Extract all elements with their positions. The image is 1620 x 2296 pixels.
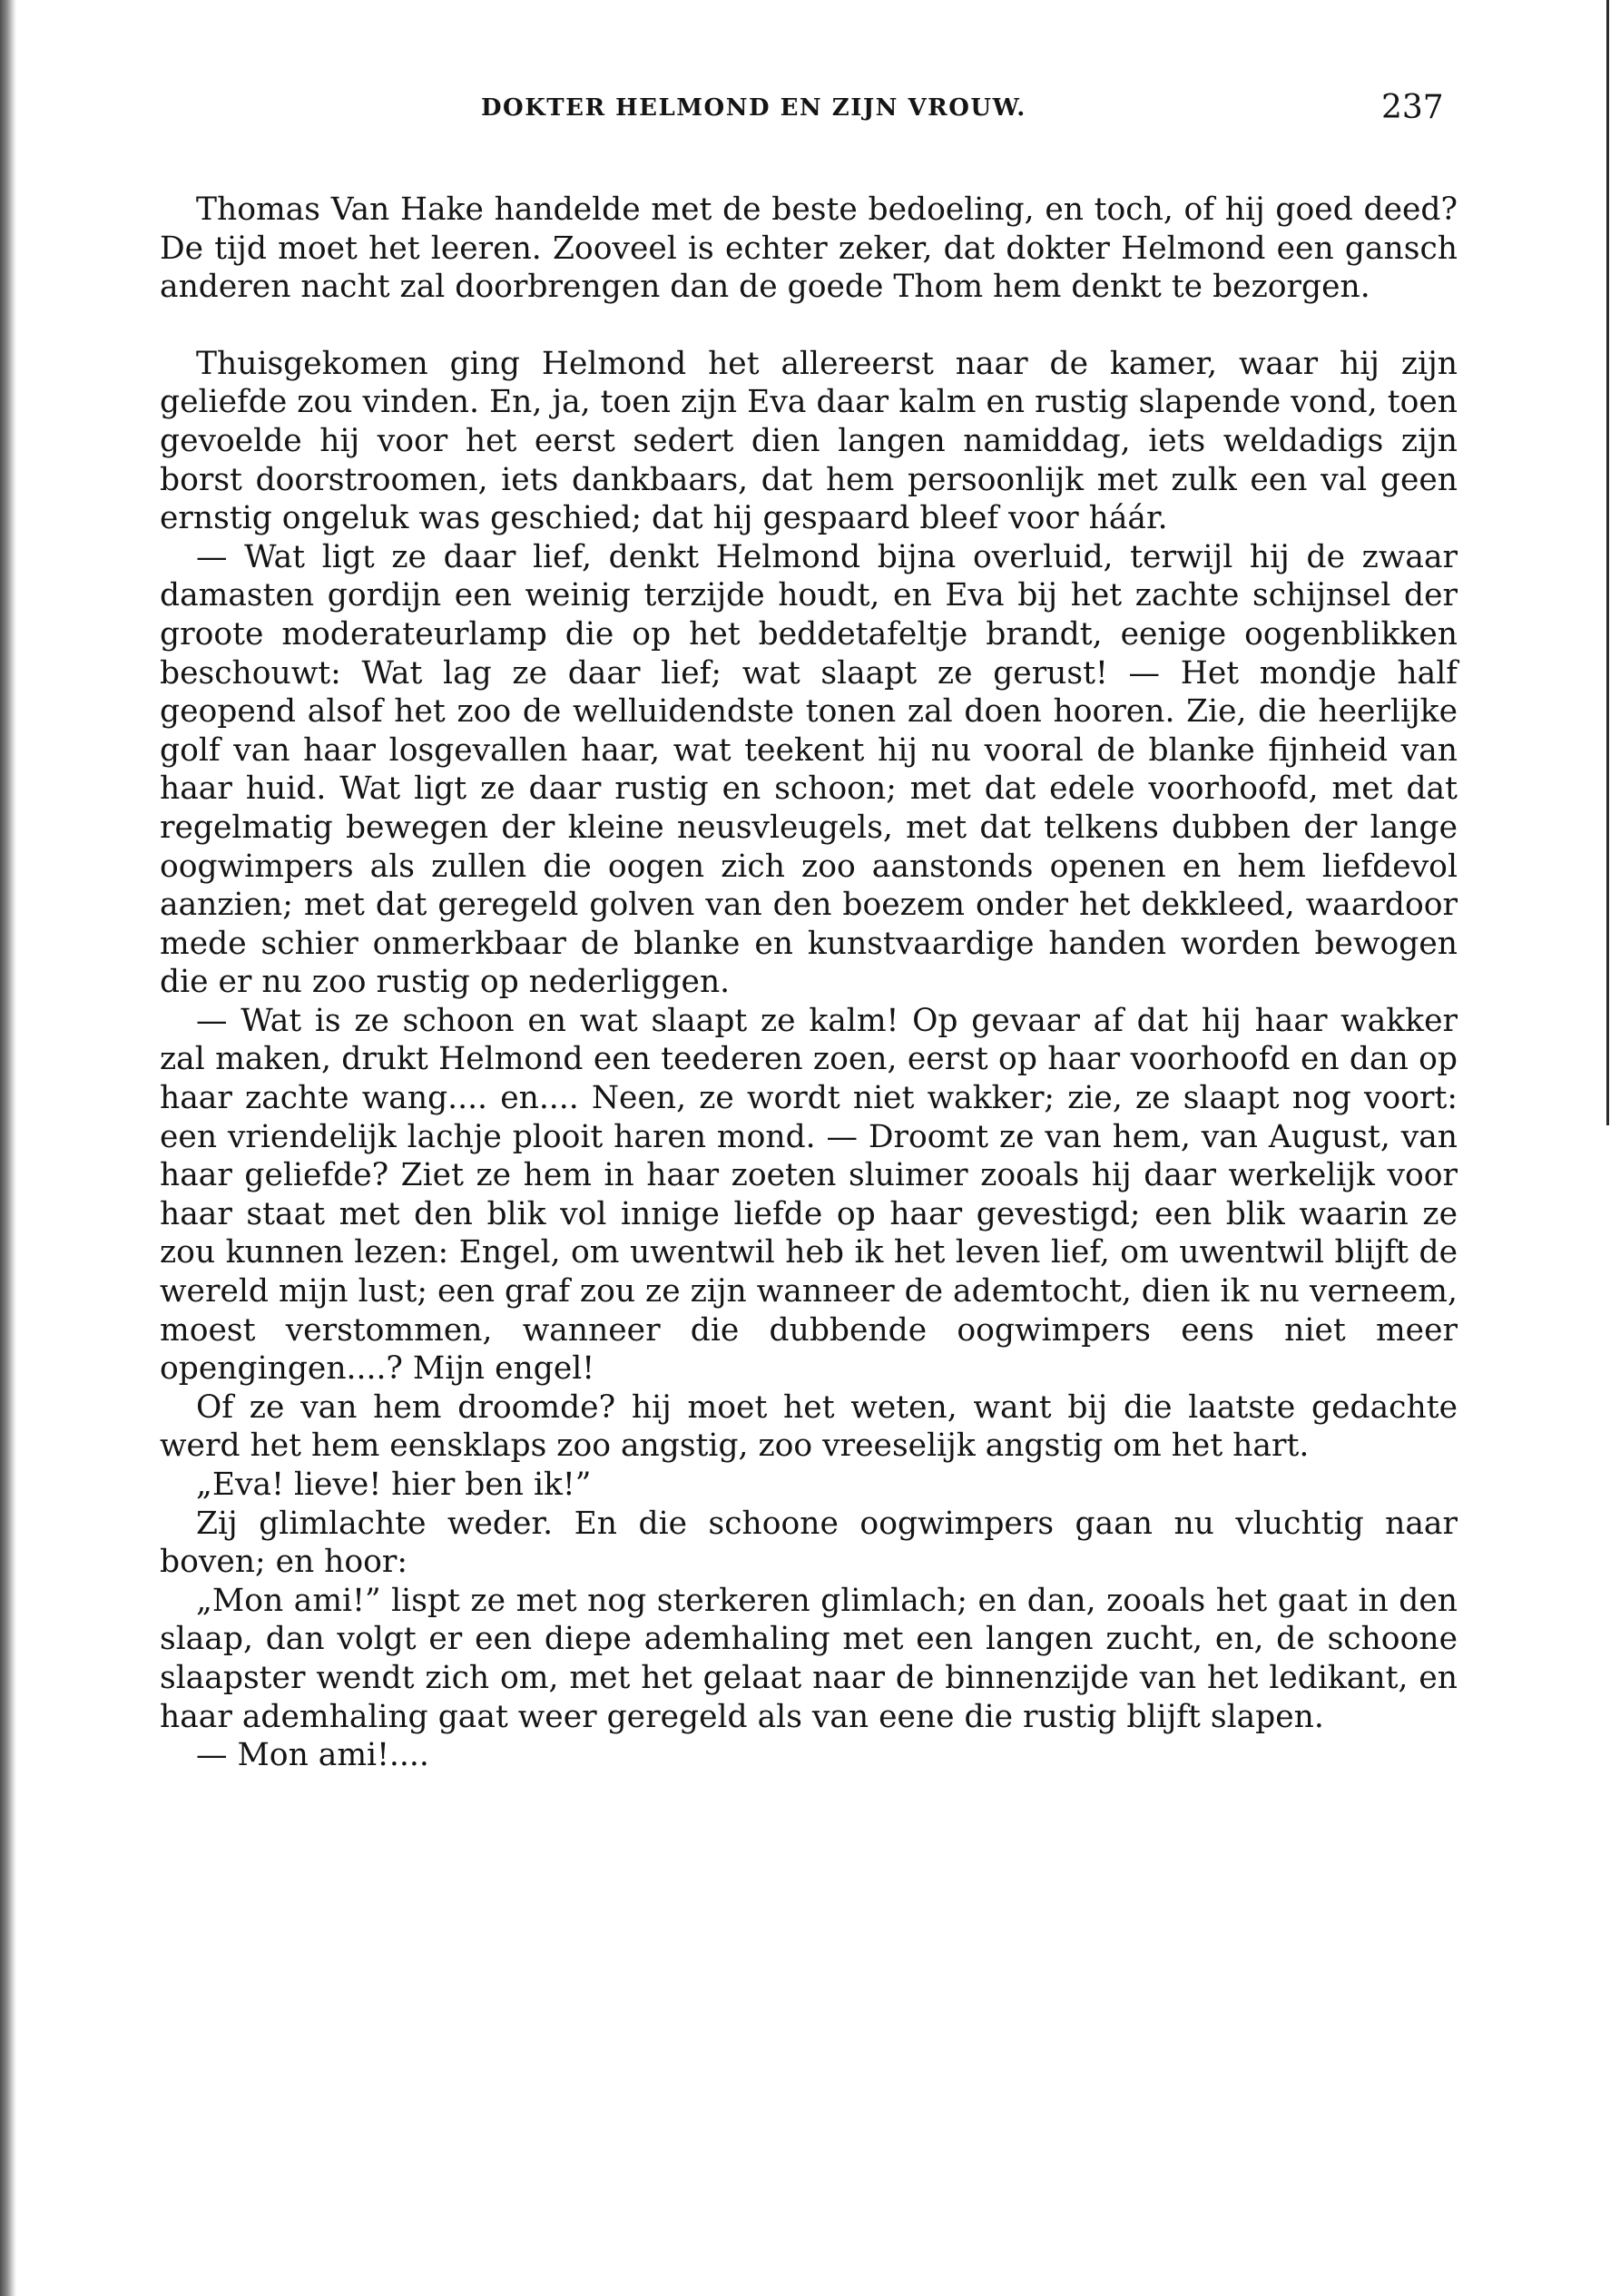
paragraph: „Mon ami!” lispt ze met nog sterkeren glimlach; en dan, zooals het gaat in den slaap, dan volgt er een diepe ademhaling met een langen zucht, en, de schoone slaapster wendt zich om, met het gelaat naar de binnenzijde van het ledikant, en haar ademhaling gaat weer geregeld als van eene die rustig blijft slapen.: [160, 1582, 1458, 1735]
paragraph: Thuisgekomen ging Helmond het allereerst naar de kamer, waar hij zijn geliefde zou vinden. En, ja, toen zijn Eva daar kalm en rustig slapende vond, toen gevoelde hij voor het eerst sedert dien langen namiddag, iets weldadigs zijn borst doorstroomen, iets dankbaars, dat hem persoonlijk met zulk een val geen ernstig ongeluk was geschied; dat hij gespaard bleef voor háár.: [160, 345, 1458, 537]
page-number: 237: [1381, 89, 1444, 126]
paragraph: Zij glimlachte weder. En die schoone oogwimpers gaan nu vluchtig naar boven; en hoor:: [160, 1505, 1458, 1581]
paragraph: „Eva! lieve! hier ben ik!”: [196, 1467, 592, 1503]
paragraph: — Mon ami!....: [196, 1737, 429, 1774]
paragraph: — Wat is ze schoon en wat slaapt ze kalm! Op gevaar af dat hij haar wakker zal maken, drukt Helmond een teederen zoen, eerst op haar voorhoofd en dan op haar zachte wang.... en.... Neen, ze wordt niet wakker; zie, ze slaapt nog voort: een vriendelijk lachje plooit haren mond. — Droomt ze van hem, van August, van haar geliefde? Ziet ze hem in haar zoeten sluimer zooals hij daar werkelijk voor haar staat met den blik vol innige liefde op haar gevestigd; een blik waarin ze zou kunnen lezen: Engel, om uwentwil heb ik het leven lief, om uwentwil blijft de wereld mijn lust; een graf zou ze zijn wanneer de ademtocht, dien ik nu verneem, moest verstommen, wanneer die dubbende oogwimpers eens niet meer opengingen....? Mijn engel!: [160, 1002, 1458, 1388]
paragraph: Thomas Van Hake handelde met de beste bedoeling, en toch, of hij goed deed? De tijd moet het leeren. Zooveel is echter zeker, dat dokter Helmond een gansch anderen nacht zal doorbrengen dan de goede Thom hem denkt te bezorgen.: [160, 191, 1458, 306]
running-head: DOKTER HELMOND EN ZIJN VROUW.: [481, 94, 1026, 122]
paragraph: Of ze van hem droomde? hij moet het weten, want bij die laatste gedachte werd het hem eensklaps zoo angstig, zoo vreeselijk angstig om het hart.: [160, 1388, 1458, 1465]
body-text: [160, 191, 1458, 1775]
paragraph: — Wat ligt ze daar lief, denkt Helmond bijna overluid, terwijl hij de zwaar damasten gordijn een weinig terzijde houdt, en Eva bij het zachte schijnsel der groote moderateurlamp die op het beddetafeltje brandt, eenige oogenblikken beschouwt: Wat lag ze daar lief; wat slaapt ze gerust! — Het mondje half geopend alsof het zoo de welluidendste tonen zal doen hooren. Zie, die heerlijke golf van haar losgevallen haar, wat teekent hij nu vooral de blanke fijnheid van haar huid. Wat ligt ze daar rustig en schoon; met dat edele voorhoofd, met dat regelmatig bewegen der kleine neusvleugels, met dat telkens dubben der lange oogwimpers als zullen die oogen zich zoo aanstonds openen en hem liefdevol aanzien; met dat geregeld golven van den boezem onder het dekkleed, waardoor mede schier onmerkbaar de blanke en kunstvaardige handen worden bewogen die er nu zoo rustig op nederliggen.: [160, 538, 1458, 1001]
page-edge-shadow: [0, 0, 16, 2296]
page-edge-line: [1606, 0, 1609, 1125]
